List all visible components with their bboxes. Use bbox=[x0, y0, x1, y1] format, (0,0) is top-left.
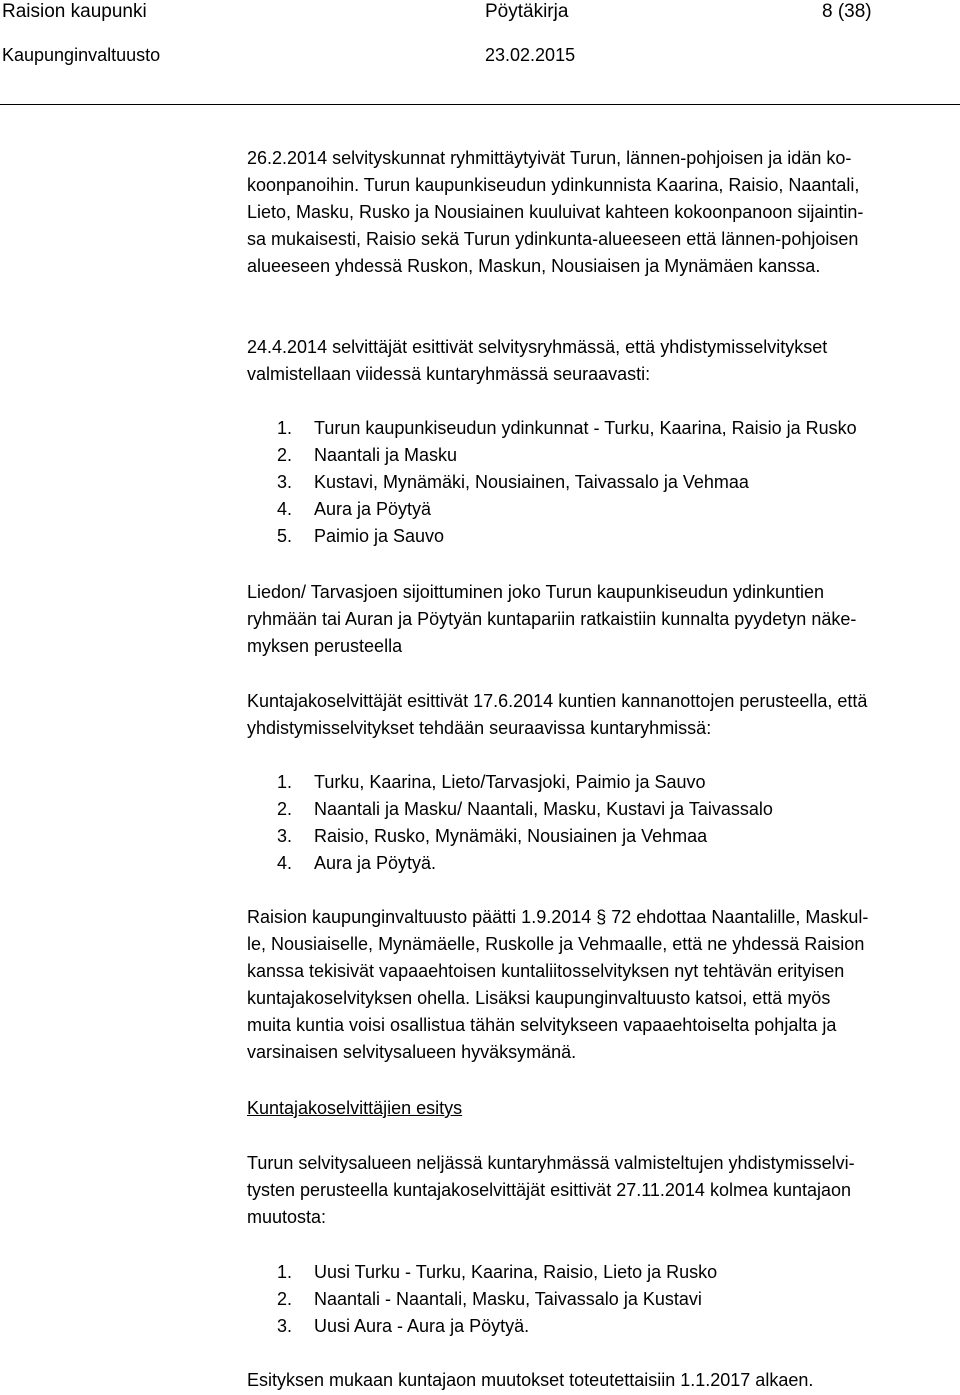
text-line: alueeseen yhdessä Ruskon, Maskun, Nousiaisen ja Mynämäen kanssa. bbox=[247, 256, 821, 276]
text-line: kuntajakoselvityksen ohella. Lisäksi kaupunginvaltuusto katsoi, että myös bbox=[247, 988, 831, 1008]
list-item: 1. Turun kaupunkiseudun ydinkunnat - Turku, Kaarina, Raisio ja Rusko bbox=[277, 418, 857, 438]
section-heading bbox=[247, 1095, 955, 1122]
list-item: 3. Kustavi, Mynämäki, Nousiainen, Taivassalo ja Vehmaa bbox=[277, 472, 749, 492]
paragraph-groupings bbox=[247, 145, 955, 280]
paragraph-five-groups bbox=[247, 334, 955, 388]
list-three-changes bbox=[277, 1259, 717, 1340]
header-organization: Raision kaupunki bbox=[2, 1, 147, 22]
header-date: 23.02.2015 bbox=[485, 45, 576, 65]
text-line: sa mukaisesti, Raisio sekä Turun ydinkunta-alueeseen että lännen-pohjoisen bbox=[247, 229, 859, 249]
text-line: Liedon/ Tarvasjoen sijoittuminen joko Turun kaupunkiseudun ydinkuntien bbox=[247, 582, 825, 602]
text-line: le, Nousiaiselle, Mynämäelle, Ruskolle ja Vehmaalle, että ne yhdessä Raision bbox=[247, 934, 865, 954]
list-item: 1. Turku, Kaarina, Lieto/Tarvasjoki, Paimio ja Sauvo bbox=[277, 772, 706, 792]
text-line: muita kuntia voisi osallistua tähän selvitykseen vapaaehtoiselta pohjalta ja bbox=[247, 1015, 837, 1035]
list-item: 1. Uusi Turku - Turku, Kaarina, Raisio, Lieto ja Rusko bbox=[277, 1262, 718, 1282]
text-line: Lieto, Masku, Rusko ja Nousiainen kuuluivat kahteen kokoonpanoon sijaintin- bbox=[247, 202, 864, 222]
text-line: koonpanoihin. Turun kaupunkiseudun ydinkunnista Kaarina, Raisio, Naantali, bbox=[247, 175, 860, 195]
text-line: Kuntajakoselvittäjät esittivät 17.6.2014 kuntien kannanottojen perusteella, että bbox=[247, 691, 868, 711]
header-divider bbox=[0, 104, 960, 105]
list-item: 2. Naantali ja Masku bbox=[277, 445, 458, 465]
text-line: Esityksen mukaan kuntajaon muutokset toteutettaisiin 1.1.2017 alkaen. bbox=[247, 1370, 814, 1390]
paragraph-lieto-placement bbox=[247, 579, 955, 660]
list-five-groups bbox=[277, 415, 857, 550]
list-item: 4. Aura ja Pöytyä. bbox=[277, 853, 437, 873]
list-item: 4. Aura ja Pöytyä bbox=[277, 499, 432, 519]
text-line: myksen perusteella bbox=[247, 636, 403, 656]
paragraph-june-proposal bbox=[247, 688, 955, 742]
text-line: tysten perusteella kuntajakoselvittäjät esittivät 27.11.2014 kolmea kuntajaon bbox=[247, 1180, 852, 1200]
text-line: ryhmään tai Auran ja Pöytyän kuntapariin ratkaistiin kunnalta pyydetyn näke- bbox=[247, 609, 857, 629]
header-page-number: 8 (38) bbox=[822, 1, 872, 22]
text-line: kanssa tekisivät vapaaehtoisen kuntaliitosselvityksen nyt tehtävän erityisen bbox=[247, 961, 845, 981]
text-line: Raision kaupunginvaltuusto päätti 1.9.2014 § 72 ehdottaa Naantalille, Maskul- bbox=[247, 907, 869, 927]
text-line: 24.4.2014 selvittäjät esittivät selvitysryhmässä, että yhdistymisselvitykset bbox=[247, 337, 828, 357]
text-line: varsinaisen selvitysalueen hyväksymänä. bbox=[247, 1042, 577, 1062]
text-line: yhdistymisselvitykset tehdään seuraavissa kuntaryhmissä: bbox=[247, 718, 712, 738]
list-four-groups bbox=[277, 769, 773, 877]
list-item: 3. Uusi Aura - Aura ja Pöytyä. bbox=[277, 1316, 530, 1336]
text-line: 26.2.2014 selvityskunnat ryhmittäytyivät Turun, lännen-pohjoisen ja idän ko- bbox=[247, 148, 852, 168]
list-item: 2. Naantali - Naantali, Masku, Taivassalo ja Kustavi bbox=[277, 1289, 702, 1309]
text-line: muutosta: bbox=[247, 1207, 327, 1227]
paragraph-effective-date bbox=[247, 1367, 955, 1394]
paragraph-council-decision bbox=[247, 904, 955, 1066]
text-line: valmistellaan viidessä kuntaryhmässä seuraavasti: bbox=[247, 364, 651, 384]
text-line: Turun selvitysalueen neljässä kuntaryhmässä valmisteltujen yhdistymisselvi- bbox=[247, 1153, 855, 1173]
list-item: 2. Naantali ja Masku/ Naantali, Masku, Kustavi ja Taivassalo bbox=[277, 799, 773, 819]
heading-text: Kuntajakoselvittäjien esitys bbox=[247, 1098, 463, 1118]
paragraph-november-proposal bbox=[247, 1150, 955, 1231]
list-item: 5. Paimio ja Sauvo bbox=[277, 526, 445, 546]
header-body: Kaupunginvaltuusto bbox=[2, 45, 161, 65]
header-document-type: Pöytäkirja bbox=[485, 1, 569, 22]
list-item: 3. Raisio, Rusko, Mynämäki, Nousiainen ja Vehmaa bbox=[277, 826, 708, 846]
